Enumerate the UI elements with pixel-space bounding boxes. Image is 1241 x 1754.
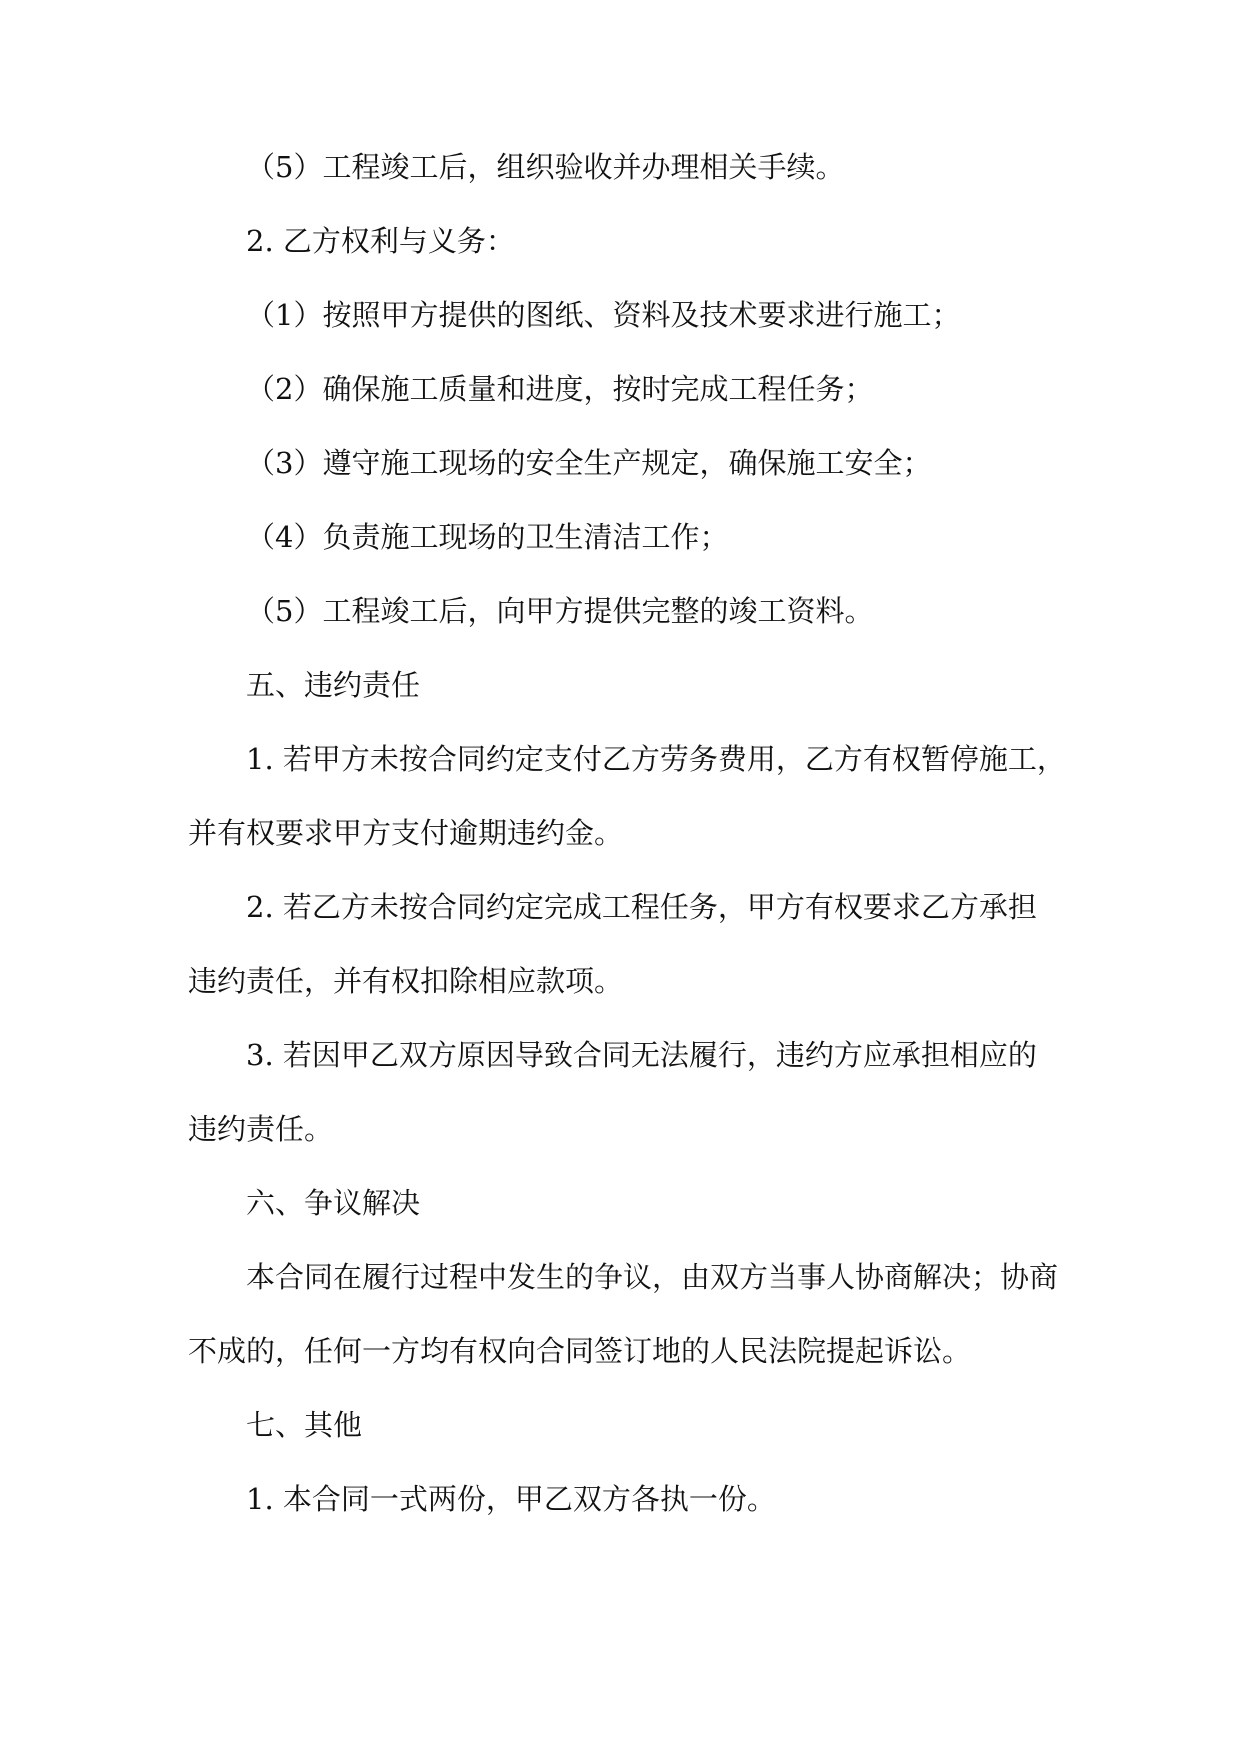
- section-heading-breach: 五、违约责任: [246, 668, 421, 702]
- section-heading-party-b: 2. 乙方权利与义务：: [246, 224, 515, 258]
- clause-line: 2. 若乙方未按合同约定完成工程任务，甲方有权要求乙方承担: [246, 890, 1037, 924]
- clause-line: （2）确保施工质量和进度，按时完成工程任务；: [246, 372, 874, 406]
- section-heading-dispute: 六、争议解决: [246, 1186, 421, 1220]
- clause-line: 3. 若因甲乙双方原因导致合同无法履行，违约方应承担相应的: [246, 1038, 1037, 1072]
- clause-line-continued: 违约责任。: [188, 1112, 334, 1146]
- clause-line: 本合同在履行过程中发生的争议，由双方当事人协商解决；协商: [246, 1260, 1059, 1294]
- clause-line: 1. 本合同一式两份，甲乙双方各执一份。: [246, 1482, 776, 1516]
- clause-line-continued: 违约责任，并有权扣除相应款项。: [188, 964, 624, 998]
- document-body: [188, 145, 1068, 1551]
- section-heading-other: 七、其他: [246, 1408, 363, 1442]
- clause-line: （5）工程竣工后，向甲方提供完整的竣工资料。: [246, 594, 874, 628]
- clause-line: （3）遵守施工现场的安全生产规定，确保施工安全；: [246, 446, 932, 480]
- clause-line-continued: 不成的，任何一方均有权向合同签订地的人民法院提起诉讼。: [188, 1334, 972, 1368]
- clause-line-continued: 并有权要求甲方支付逾期违约金。: [188, 816, 624, 850]
- clause-line: 1. 若甲方未按合同约定支付乙方劳务费用，乙方有权暂停施工，: [246, 742, 1066, 776]
- clause-line: （4）负责施工现场的卫生清洁工作；: [246, 520, 729, 554]
- clause-line: （5）工程竣工后，组织验收并办理相关手续。: [246, 150, 845, 184]
- clause-line: （1）按照甲方提供的图纸、资料及技术要求进行施工；: [246, 298, 961, 332]
